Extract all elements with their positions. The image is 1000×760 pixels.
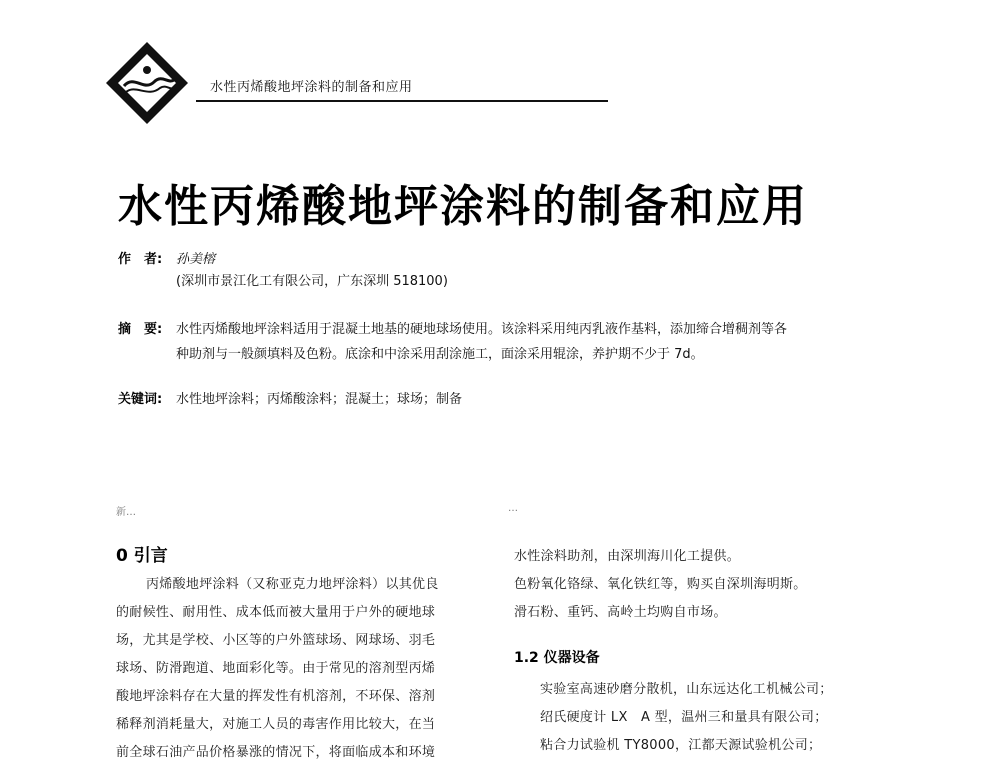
body-line: 的耐候性、耐用性、成本低而被大量用于户外的硬地球 [116, 605, 436, 620]
body-line: 滑石粉、重钙、高岭土均购自市场。 [514, 605, 727, 620]
running-header-title: 水性丙烯酸地坪涂料的制备和应用 [210, 80, 413, 95]
author-label: 作 者: [118, 252, 163, 267]
header-divider [196, 100, 608, 102]
body-line: 场，尤其是学校、小区等的户外篮球场、网球场、羽毛 [116, 633, 436, 648]
body-line: 前全球石油产品价格暴涨的情况下，将面临成本和环境 [116, 745, 436, 760]
body-line: 水性涂料助剂，由深圳海川化工提供。 [514, 549, 741, 564]
body-line: 实验室高速砂磨分散机，山东远达化工机械公司； [540, 682, 833, 697]
subsection-heading-equipment: 1.2 仪器设备 [514, 650, 600, 666]
scan-artifact-right: … [508, 503, 518, 514]
body-line: 绍氏硬度计 LX A 型，温州三和量具有限公司； [540, 710, 828, 725]
section-heading-intro: 0 引言 [116, 546, 168, 566]
author-affiliation: (深圳市景江化工有限公司，广东深圳 518100) [176, 274, 448, 289]
author-name: 孙美榕 [176, 252, 216, 267]
keywords-text: 水性地坪涂料；丙烯酸涂料；混凝土；球场；制备 [176, 392, 463, 407]
body-line: 稀释剂消耗量大，对施工人员的毒害作用比较大，在当 [116, 717, 436, 732]
article-title: 水性丙烯酸地坪涂料的制备和应用 [118, 181, 808, 232]
body-line: 球场、防滑跑道、地面彩化等。由于常见的溶剂型丙烯 [116, 661, 436, 676]
keywords-label: 关键词: [118, 392, 163, 407]
journal-logo-icon [104, 40, 190, 126]
scan-artifact-left: 新… [116, 507, 136, 518]
body-line: 色粉氧化铬绿、氧化铁红等，购买自深圳海明斯。 [514, 577, 807, 592]
abstract-label: 摘 要: [118, 322, 163, 337]
body-line: 粘合力试验机 TY8000，江都天源试验机公司； [540, 738, 822, 753]
abstract-line-2: 种助剂与一般颜填料及色粉。底涂和中涂采用刮涂施工，面涂采用辊涂，养护期不少于 7d。 [176, 347, 704, 362]
body-line: 酸地坪涂料存在大量的挥发性有机溶剂，不环保、溶剂 [116, 689, 436, 704]
abstract-line-1: 水性丙烯酸地坪涂料适用于混凝土地基的硬地球场使用。该涂料采用纯丙乳液作基料，添加缔合增稠剂等各 [176, 322, 788, 337]
body-line: 丙烯酸地坪涂料（又称亚克力地坪涂料）以其优良 [146, 577, 439, 592]
